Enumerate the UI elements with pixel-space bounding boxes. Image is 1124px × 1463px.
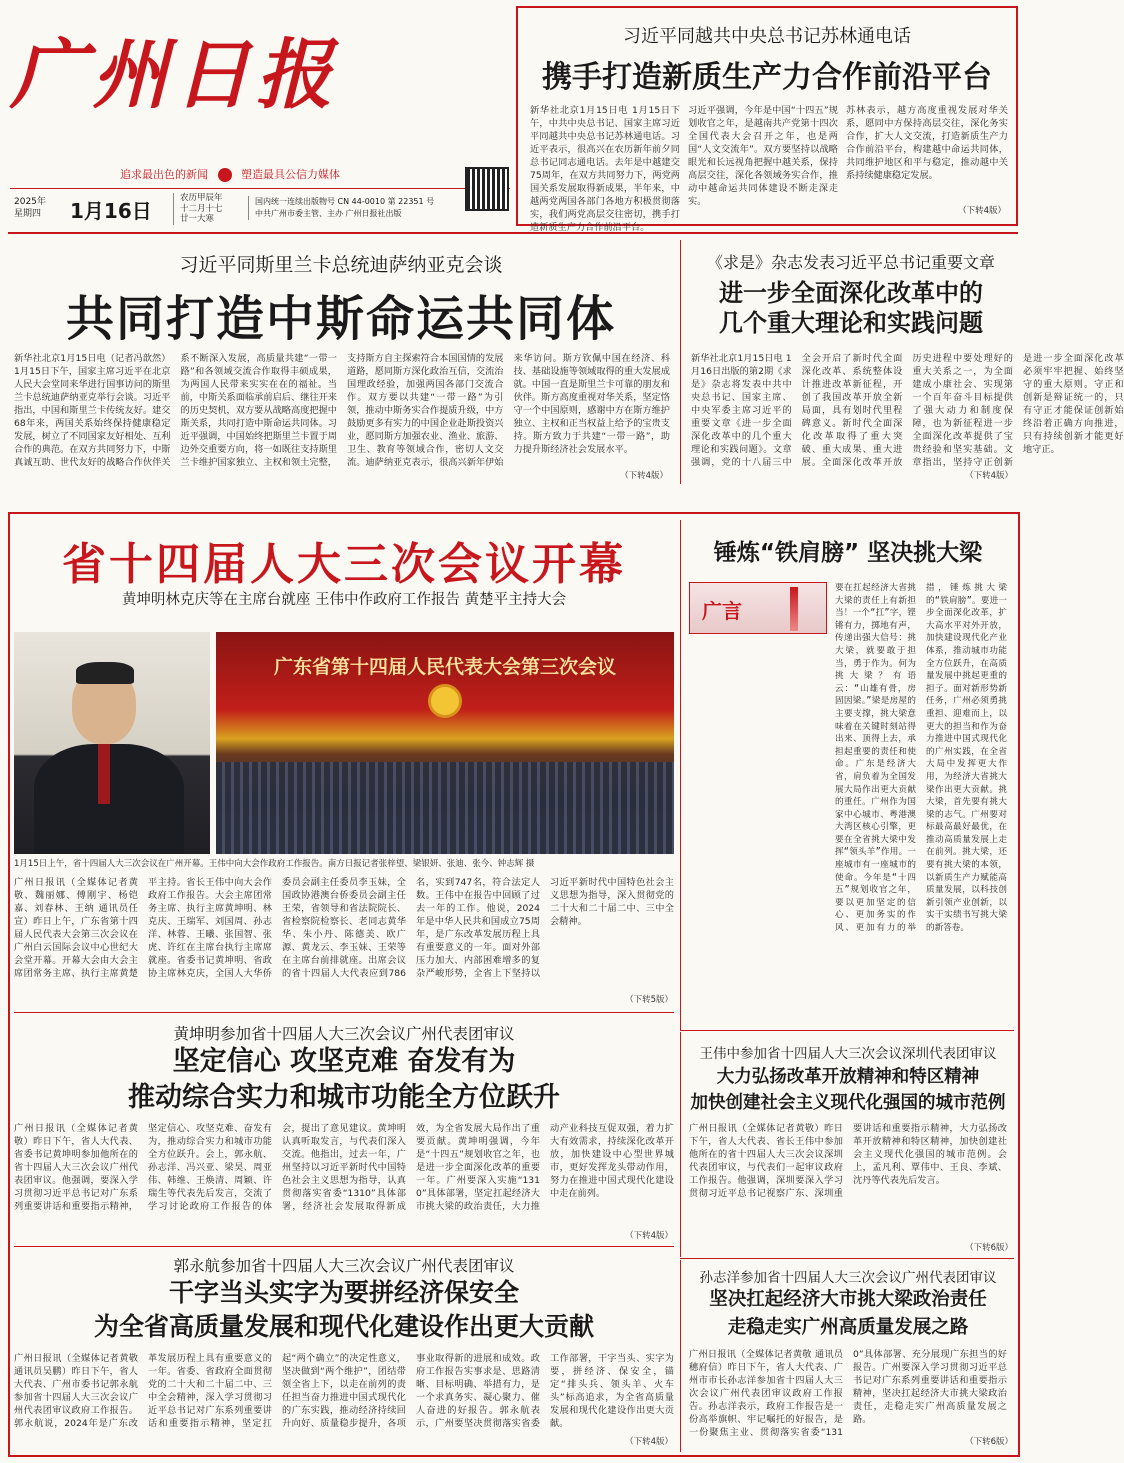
article-body: 新华社北京1月15日电 1月16日出版的第2期《求是》杂志将发表中共中央总书记、国家主席、中央军委主席习近平的重要文章《进一步全面深化改革中的几个重大理论和实践问题》。文章强调，党的十八届三中全会开启了新时代全面深化改革、系统整体设计推进改革新征程，开创了我国改革开放全新局面，具有划时代里程碑意义。新时代全面深化改革取得了重大突破、重大成果、重大进展。全面深化改革开放历史进程中要处理好的重大关系之一，为全面建成小康社会、实现第一个百年奋斗目标提供了强大动力和制度保障，也为新征程进一步全面深化改革提供了宝贵经验和坚实基础。文章指出，坚持守正创新是进一步全面深化改革必须牢牢把握、始终坚守的重大原则。守正和创新是辩证统一的，只有守正才能保证创新始终沿着正确方向推进，只有持续创新才能更好地守正。 [691,353,1124,468]
headline-sub: 习近平同斯里兰卡总统迪萨纳亚克会谈 [179,254,503,276]
headline-sub: 孙志洋参加省十四届人大三次会议广州代表团审议 [699,1270,997,1286]
date-month-day: 1月16日 [70,199,152,223]
headline-main-line1: 大力弘扬改革开放精神和特区精神 [716,1067,980,1087]
masthead [10,8,510,226]
commentary-title: 锤炼“铁肩膀” 坚决挑大梁 [713,540,983,566]
masthead-slogan [120,166,510,182]
continued-note: （下转6版） [965,1437,1013,1447]
headline-main-line1: 坚决扛起经济大市挑大梁政治责任 [709,1289,987,1310]
publisher: 中共广州市委主管、主办 广州日报社出版 [255,209,402,218]
national-emblem-icon [428,684,462,718]
headline-main-line1: 干字当头实字为要拼经济保安全 [168,1278,519,1307]
date-year: 2025年 [14,197,46,207]
lunar-year: 农历甲辰年 [180,193,223,203]
article-qiushi [680,240,1124,484]
headline-sub: 《求是》杂志发表习近平总书记重要文章 [706,253,995,272]
headline-main-line2: 推动综合实力和城市功能全方位跃升 [128,1082,560,1113]
date-week: 星期四 [14,209,42,219]
masthead-title: 广州日报 [10,30,338,119]
continued-note: （下转6版） [965,1243,1013,1253]
headline-main-line2: 加快创建社会主义现代化强国的城市范例 [690,1093,1006,1113]
headline-sub: 黄坤明参加省十四届人大三次会议广州代表团审议 [173,1025,515,1043]
issue-number: 国内统一连续出版物号 CN 44-0010 第 22351 号 [255,197,435,206]
hall-photo [216,632,674,854]
body-col-3: 苏林表示，越方高度重视发展对华关系，愿同中方保持高层交往，深化务实合作，扩大人文交流，打造新质生产力合作前沿平台，构建越中命运共同体，共同维护地区和平与稳定，推动越中关系持续健康稳定发展。 [846,105,1008,181]
article-huang-kunming [14,1014,674,1244]
masthead-info [10,188,510,226]
article-body: 广州日报讯（全媒体记者黄敬）昨日下午，省人大代表、省长王伟中参加他所在的省十四届人大三次会议深圳代表团审议，与代表们一起审议政府工作报告。他强调，深圳要深入学习贯彻习近平总书记视察广东、深圳重要讲话和重要指示精神，大力弘扬改革开放精神和特区精神，加快创建社会主义现代化强国的城市范例。会上，孟凡利、覃伟中、王良、李斌、沈丹等代表先后发言。 [689,1123,1007,1199]
photo-caption: 1月15日上午，省十四届人大三次会议在广州开幕。王伟中向大会作政府工作报告。南方日报记者张梓望、梁银妍、张迪、张今、钟志辉 摄 [14,859,535,869]
badge-label: 广言 [702,599,742,623]
headline-main-line2: 为全省高质量发展和现代化建设作出更大贡献 [93,1312,594,1341]
top-right-article [516,6,1018,233]
article-body: 广州日报讯（全媒体记者黄敬、魏丽娜、傅刚宇、杨铠嘉、刘春林、王纳 通讯员任宣）昨日上午，广东省第十四届人民代表大会第三次会议在广州白云国际会议中心世纪大会堂开幕。开幕大会由大会主席团常务主席、执行主席黄楚平主持。省长王伟中向大会作政府工作报告。大会主席团常务主席、执行主席黄坤明、林克庆、王瑞军、刘国周、孙志洋、林蓉、王曦、张国智、张虎、许红在主席台执行主席席就座。省委书记黄坤明、省政协主席林克庆，全国人大华侨委员会副主任委员李玉妹，全国政协港澳台侨委员会副主任王荣，省领导和省法院院长、省检察院检察长、老同志黄华华、朱小丹、陈德美、欧广源、黄龙云、李玉妹、王荣等在主席台前排就座。出席会议的省十四届人大代表应到786名，实到747名，符合法定人数。王伟中在报告中回顾了过去一年的工作。他说，2024年是中华人民共和国成立75周年，是广东改革发展历程上具有重要意义的一年。面对外部压力加大、内部困难增多的复杂严峻形势，全省上下坚持以习近平新时代中国特色社会主义思想为指导，深入贯彻党的二十大和二十届二中、三中全会精神。 [14,877,674,979]
headline-main-line2: 几个重大理论和实践问题 [719,309,983,337]
divider [14,1246,674,1247]
continued-note: （下转4版） [965,471,1013,481]
banner-text: 广东省第十四届人民代表大会第三次会议 [273,656,616,678]
divider [680,1258,1014,1259]
headline-sub: 郭永航参加省十四届人大三次会议广州代表团审议 [173,1257,515,1275]
slogan-left: 追求最出色的新闻 [120,168,208,181]
divider [680,1030,1014,1031]
slogan-right: 塑造最具公信力媒体 [241,168,340,181]
commentary-body: 要在扛起经济大省挑大梁的责任上有新担当！一个“扛”字，铿锵有力，掷地有声，传递出强大信号：挑大梁，就要敢于担当，勇于作为。何为挑大梁？有语云：“山雄有骨，房固因梁。”梁是房屋的主要支撑，挑大梁意味着在关键时刻站得出来、顶得上去，承担起重要的责任和使命。广东是经济大省，肩负着为全国发展大局作出更大贡献的重任。广州作为国家中心城市、粤港澳大湾区核心引擎，更要在全省挑大梁中发挥“领头羊”作用。一座城市有一座城市的使命。今年是“十四五”规划收官之年，要以更加坚定的信心、更加务实的作风、更加有力的举措，锤炼挑大梁的“铁肩膀”。要进一步全面深化改革，扩大高水平对外开放，加快建设现代化产业体系，推动城市功能全方位跃升，在高质量发展中挑起更重的担子。面对新形势新任务，广州必须勇挑重担、迎难而上，以更大的担当和作为奋力推进中国式现代化的广州实践，在全省大局中发挥更大作用，为经济大省挑大梁作出更大贡献。挑大梁，首先要有挑大梁的志气。广州要对标最高最好最优，在推动高质量发展上走在前列。挑大梁，还要有挑大梁的本领，以新质生产力赋能高质量发展，以科技创新引领产业创新，以实干实绩书写挑大梁的新答卷。 [835,583,1007,934]
body-col-2: 习近平强调，今年是中国“十四五”规划收官之年，是越南共产党第十四次全国代表大会召开之年，也是两国“人文交流年”。双方要坚持以战略眼光和长远视角把握中越关系，保持高层交往，深化各领域务实合作，推动中越命运共同体建设不断走深走实。 [688,105,838,207]
slogan-logo-icon [218,168,232,182]
article-body: 广州日报讯（全媒体记者黄敬 通讯员穗府信）昨日下午，省人大代表、广州市市长孙志洋参加省十四届人大三次会议广州代表团审议政府工作报告。孙志洋表示，政府工作报告是一份高举旗帜、牢记嘱托的好报告，是一份聚焦主业、贯彻落实省委“1310”具体部署、充分展现广东担当的好报告。广州要深入学习贯彻习近平总书记对广东系列重要讲话和重要指示精神，坚决扛起经济大市挑大梁政治责任，走稳走实广州高质量发展之路。 [689,1349,1007,1438]
headline-main-line1: 坚定信心 攻坚克难 奋发有为 [172,1046,516,1077]
speaker-photo [14,632,210,854]
headline-sub: 王伟中参加省十四届人大三次会议深圳代表团审议 [699,1046,997,1062]
headline-main: 携手打造新质生产力合作前沿平台 [542,60,992,95]
commentary [680,520,1014,1030]
article-guo-yonghang [14,1248,674,1452]
lead-title: 省十四届人大三次会议开幕 [62,539,626,590]
article-body: 广州日报讯（全媒体记者黄敬）昨日下午，省人大代表、省委书记黄坤明参加他所在的省十四届人大三次会议广州代表团审议。他强调，要深入学习贯彻习近平总书记对广东系列重要讲话和重要指示精神，坚定信心、攻坚克难、奋发有为，推动综合实力和城市功能全方位跃升。会上，郭永航、孙志洋、冯兴亚、梁昊、周亚伟、韩维、王焕清、周颖、许瑞生等代表先后发言，交流了学习讨论政府工作报告的体会，提出了意见建议。黄坤明认真听取发言，与代表们深入交流。他指出，过去一年，广州坚持以习近平新时代中国特色社会主义思想为指导，认真贯彻落实省委“1310”具体部署，经济社会发展取得新成效，为全省发展大局作出了重要贡献。黄坤明强调，今年是“十四五”规划收官之年，也是进一步全面深化改革的重要一年。广州要深入实施“1310”具体部署，坚定扛起经济大市挑大梁的政治责任，大力推动产业科技互促双强，着力扩大有效需求，持续深化改革开放，加快建设中心型世界城市，更好发挥龙头带动作用，努力在推进中国式现代化建设中走在前列。 [14,1123,674,1212]
continued-note: （下转4版） [620,471,668,481]
continued-note: （下转5版） [625,995,673,1005]
headline-main-line2: 走稳走实广州高质量发展之路 [727,1317,969,1338]
article-sri-lanka [10,240,672,484]
continued-note: （下转4版） [625,1231,673,1241]
continued-note: （下转4版） [625,1437,673,1447]
body-col-1: 新华社北京1月15日电 1月15日下午，中共中央总书记、国家主席习近平同越共中央总书记苏林通电话。习近平表示，很高兴在农历新年前夕同总书记同志通电话。去年是中越建交75周年，在双方共同努力下，两党两国关系发展取得新成果，半年来，中越两党两国各部门各地方积极贯彻落实，我们两党高层交往密切，携手打造新质生产力合作前沿平台。 [530,105,680,233]
lunar-date: 十二月十七 [180,203,223,214]
headline-sub: 习近平同越共中央总书记苏林通电话 [623,26,911,47]
headline-main: 共同打造中斯命运共同体 [65,291,616,347]
article-wang-weizhong [680,1032,1014,1257]
divider [14,1012,674,1013]
article-congress-opening [14,520,674,1012]
article-sun-zhiyang [680,1260,1014,1452]
lead-subtitle: 黄坤明林克庆等在主席台就座 王伟中作政府工作报告 黄楚平主持大会 [121,592,567,608]
article-body: 广州日报讯（全媒体记者黄敬 通讯员吴鹏）昨日下午，省人大代表、广州市委书记郭永航参加省十四届人大三次会议广州代表团审议政府工作报告。郭永航说，2024年是广东改革发展历程上具有重要意义的一年。省委、省政府全面贯彻党的二十大和二十届二中、三中全会精神，深入学习贯彻习近平总书记对广东系列重要讲话和重要指示精神，坚定扛起“两个确立”的决定性意义，坚决做到“两个维护”，团结带领全省上下，以走在前列的责任担当奋力推进中国式现代化的广东实践，推动经济持续回升向好、质量稳步提升，各项事业取得新的进展和成效。政府工作报告实事求是、思路清晰、目标明确、举措有力，是一个求真务实、凝心聚力、催人奋进的好报告。郭永航表示，广州要坚决贯彻落实省委工作部署，干字当头、实字为要，拼经济、保安全，锚定“排头兵、领头羊、火车头”标高追求，为全省高质量发展和现代化建设作出更大贡献。 [14,1353,674,1429]
headline-main-line1: 进一步全面深化改革中的 [719,279,983,307]
divider [8,232,1018,234]
continued-note: （下转4版） [958,206,1006,216]
lunar-term: 廿一大寒 [180,214,215,224]
qr-code-icon [465,167,509,211]
article-body: 新华社北京1月15日电（记者冯歆然）1月15日下午，国家主席习近平在北京人民大会堂同来华进行国事访问的斯里兰卡总统迪萨纳亚克举行会谈。习近平指出，中国和斯里兰卡传统友好。建交68年来，两国关系始终保持健康稳定发展，树立了不同国家友好相处、互利合作的典范。在双方共同努力下，中斯真诚互助、世代友好的战略合作伙伴关系不断深入发展，高质量共建“一带一路”和各领域交流合作取得丰硕成果，为两国人民带来实实在在的福祉。当前，中斯关系面临承前启后、继往开来的历史契机，双方要从战略高度把握中斯关系，共同打造中斯命运共同体。习近平强调，中国始终把斯里兰卡置于周边外交重要方向，将一如既往支持斯里兰卡维护国家独立、主权和领土完整，支持斯方自主探索符合本国国情的发展道路，愿同斯方深化政治互信，交流治国理政经验，加强两国各部门交流合作。双方要以共建“一带一路”为引领，推动中斯务实合作提质升级，中方鼓励更多有实力的中国企业赴斯投资兴业，愿同斯方加强农业、渔业、旅游、卫生、教育等领域合作，密切人文交流。迪萨纳亚克表示，很高兴新年伊始来华访问。斯方钦佩中国在经济、科技、基础设施等领域取得的重大发展成就。中国一直是斯里兰卡可靠的朋友和伙伴。斯方高度重视对华关系，坚定恪守一个中国原则，感谢中方在斯方维护独立、主权和正当权益上给予的宝贵支持。斯方致力于共建“一带一路”，助力提升斯经济社会发展水平。 [14,353,670,468]
